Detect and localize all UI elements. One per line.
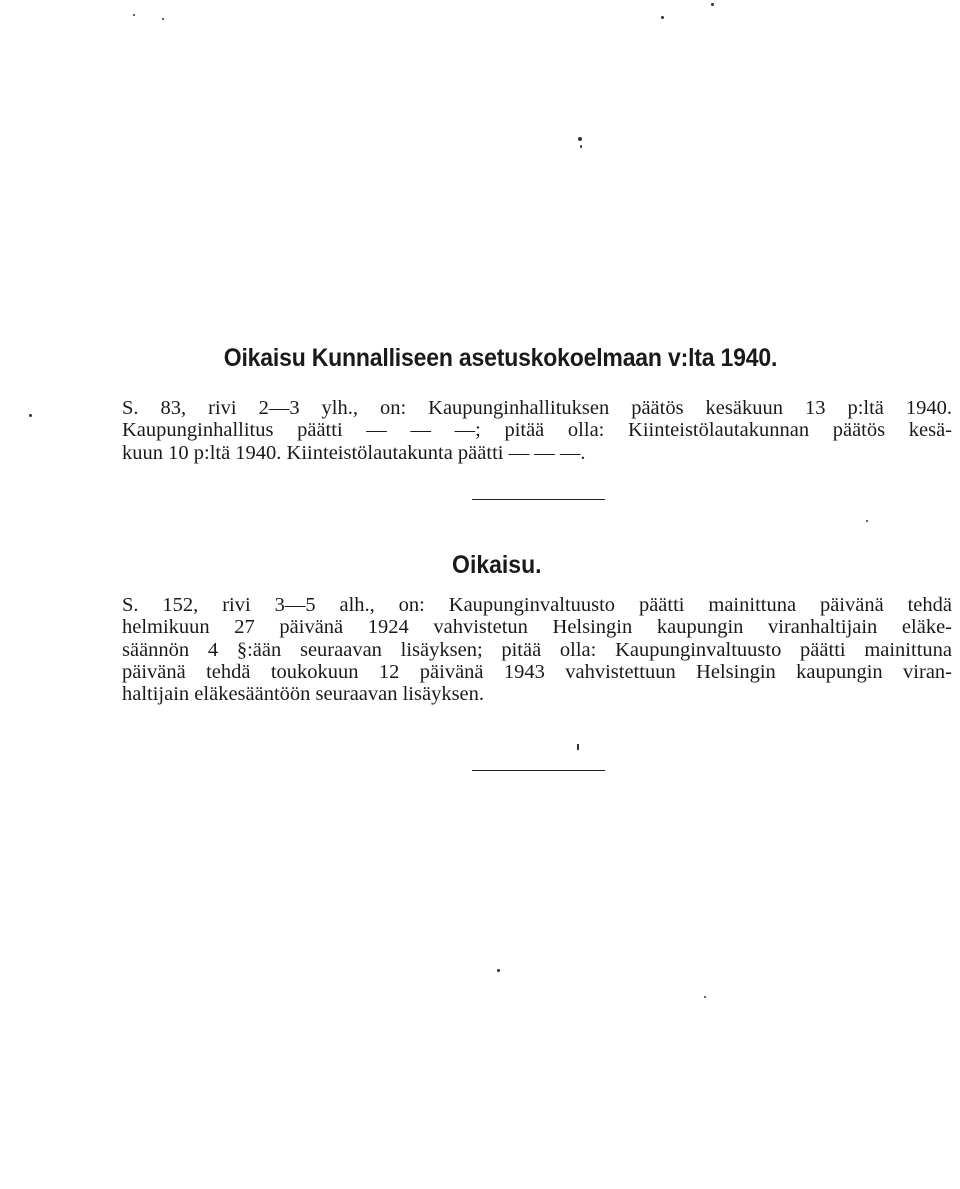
scan-speck [577, 744, 579, 750]
scan-speck [866, 520, 868, 522]
paragraph-line: S. 152, rivi 3—5 alh., on: Kaupunginvaltuusto päätti mainittuna päivänä tehdä [122, 594, 952, 616]
paragraph-line: Kaupunginhallitus päätti — — —; pitää olla: Kiinteistölautakunnan päätös kesä- [122, 419, 952, 442]
paragraph-line: säännön 4 §:ään seuraavan lisäyksen; pitää olla: Kaupunginvaltuusto päätti mainittuna [122, 638, 952, 661]
paragraph-line: S. 83, rivi 2—3 ylh., on: Kaupunginhallituksen päätös kesäkuun 13 p:ltä 1940. [122, 397, 952, 419]
scan-speck [578, 137, 582, 141]
scan-speck [711, 3, 714, 6]
paragraph-line: helmikuun 27 päivänä 1924 vahvistetun Helsingin kaupungin viranhaltijain eläke- [122, 616, 952, 639]
scan-speck [29, 414, 32, 417]
paragraph-line: kuun 10 p:ltä 1940. Kiinteistölautakunta päätti — — —. [122, 441, 586, 464]
scan-speck [133, 14, 135, 16]
section-divider [472, 770, 605, 771]
correction-paragraph-2 [122, 594, 952, 705]
paragraph-line: päivänä tehdä toukokuun 12 päivänä 1943 vahvistettuun Helsingin kaupungin viran- [122, 660, 952, 683]
correction-paragraph-1 [122, 397, 952, 464]
scan-speck [162, 18, 164, 20]
scan-speck [497, 969, 500, 972]
correction-heading: Oikaisu Kunnalliseen asetuskokoelmaan v:lta 1940. [223, 344, 778, 372]
scan-speck [580, 145, 582, 148]
paragraph-line: haltijain eläkesääntöön seuraavan lisäyksen. [122, 683, 485, 706]
correction-subheading: Oikaisu. [452, 551, 542, 579]
scan-speck [661, 16, 664, 19]
scan-speck [704, 996, 706, 998]
section-divider [472, 499, 605, 500]
